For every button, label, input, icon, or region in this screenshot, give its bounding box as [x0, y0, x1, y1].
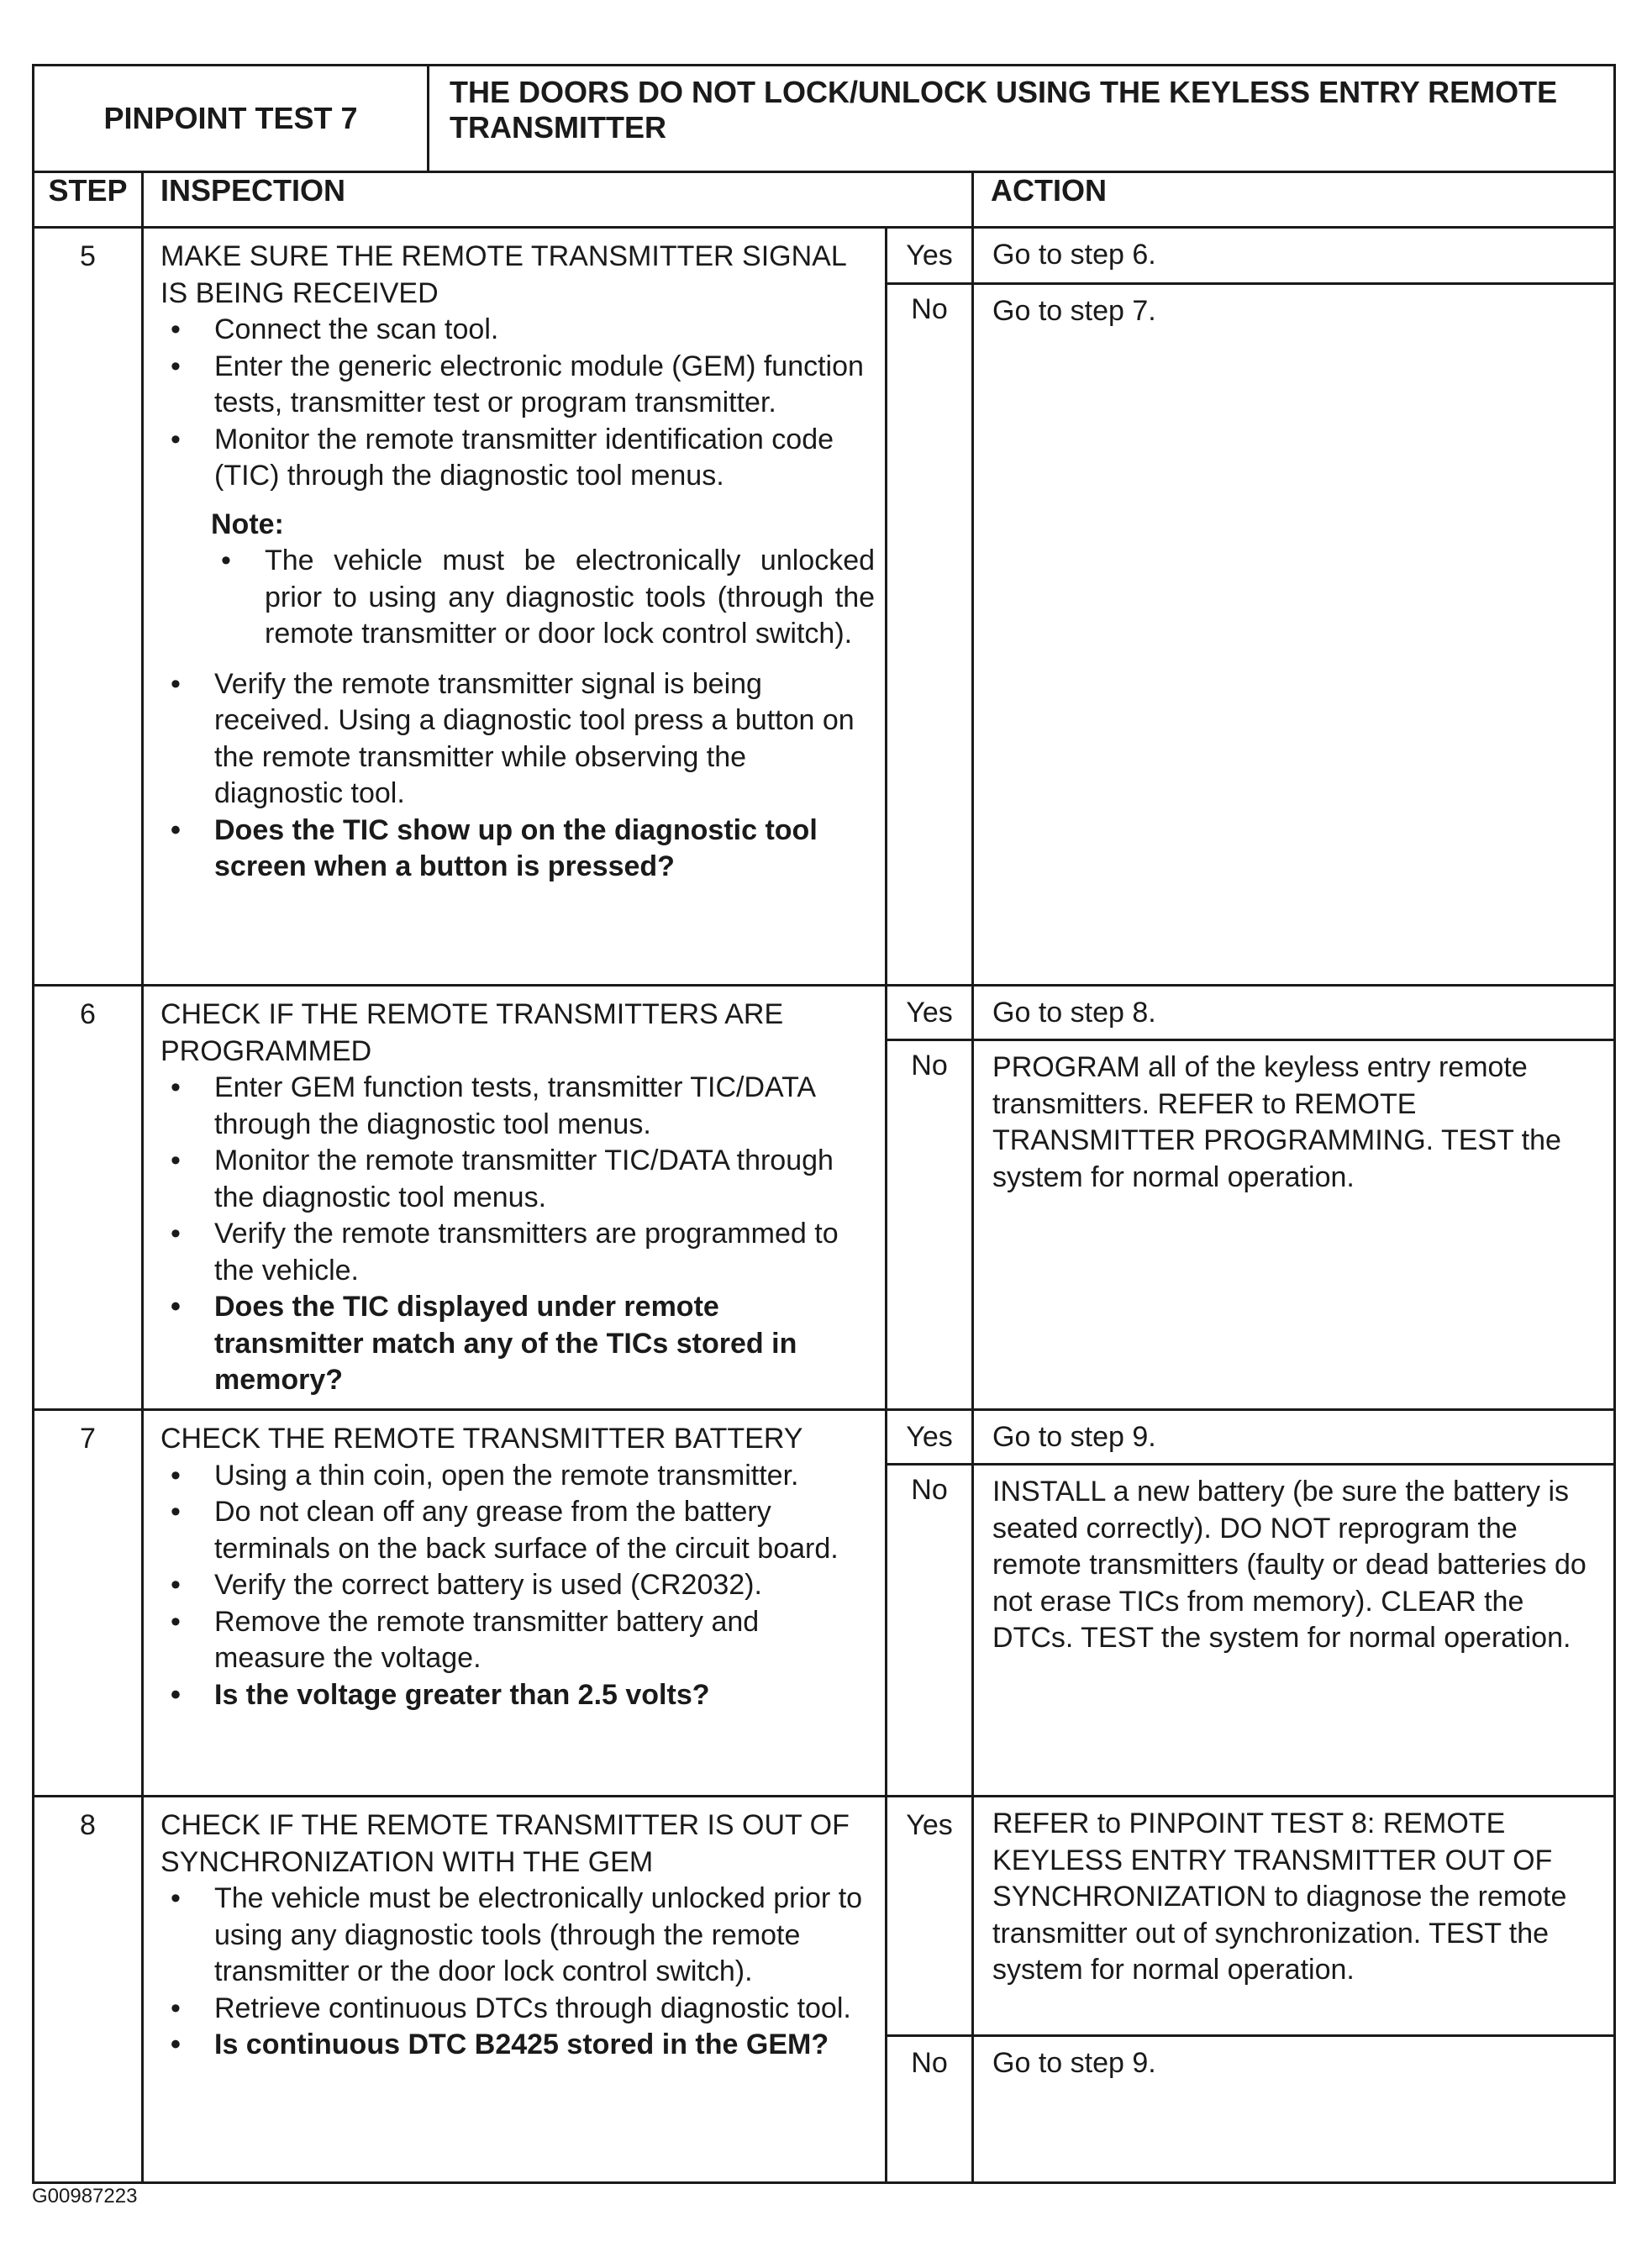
- no-label: No: [887, 1465, 973, 1797]
- yes-label: Yes: [887, 228, 973, 284]
- yes-label: Yes: [887, 1797, 973, 2036]
- bullet-item: • Verify the correct battery is used (CR2032).: [160, 1567, 875, 1604]
- bullet-item: • Enter GEM function tests, transmitter TIC/DATA through the diagnostic tool menus.: [160, 1070, 875, 1143]
- no-action: INSTALL a new battery (be sure the battery is seated correctly). DO NOT reprogram the remote transmitters (faulty or dead batteries do not erase TICs from memory). CLEAR the DTCs. TEST the system for normal operation.: [973, 1465, 1615, 1797]
- note-list: [211, 543, 875, 653]
- no-action: Go to step 9.: [973, 2036, 1615, 2183]
- bullet-list: [160, 1881, 875, 2064]
- step-inspection: [143, 228, 887, 986]
- no-action: Go to step 7.: [973, 284, 1615, 986]
- bullet-item: • The vehicle must be electronically unlocked prior to using any diagnostic tools (through the remote transmitter or the door lock control switch).: [160, 1881, 875, 1991]
- column-step: STEP: [34, 172, 143, 228]
- test-title: THE DOORS DO NOT LOCK/UNLOCK USING THE KEYLESS ENTRY REMOTE TRANSMITTER: [429, 66, 1615, 172]
- step-row: [34, 986, 1615, 1040]
- test-label: PINPOINT TEST 7: [34, 66, 429, 172]
- bullet-item: • Do not clean off any grease from the battery terminals on the back surface of the circuit board.: [160, 1494, 875, 1567]
- bullet-item: • Monitor the remote transmitter TIC/DATA through the diagnostic tool menus.: [160, 1143, 875, 1216]
- column-inspection: INSPECTION: [143, 172, 973, 228]
- bullet-item: • Verify the remote transmitter signal is being received. Using a diagnostic tool press a button on the remote transmitter while observing the diagnostic tool.: [160, 666, 875, 813]
- note-block: [211, 507, 875, 653]
- step-row: [34, 1410, 1615, 1465]
- bullet-list: [160, 312, 875, 495]
- header-row: [34, 66, 1615, 172]
- bullet-item: • Retrieve continuous DTCs through diagnostic tool.: [160, 1991, 875, 2028]
- yes-action: Go to step 9.: [973, 1410, 1615, 1465]
- yes-action: REFER to PINPOINT TEST 8: REMOTE KEYLESS ENTRY TRANSMITTER OUT OF SYNCHRONIZATION to diagnose the remote transmitter out of synchronization. TEST the system for normal operation.: [973, 1797, 1615, 2036]
- question-item: • Does the TIC show up on the diagnostic tool screen when a button is pressed?: [160, 813, 875, 886]
- step-inspection: [143, 1410, 887, 1797]
- step-number: 5: [34, 228, 143, 986]
- column-action: ACTION: [973, 172, 1615, 228]
- question-item: • Does the TIC displayed under remote transmitter match any of the TICs stored in memory?: [160, 1289, 875, 1399]
- column-header-row: [34, 172, 1615, 228]
- pinpoint-test-table: [32, 64, 1616, 2184]
- step-title: CHECK THE REMOTE TRANSMITTER BATTERY: [160, 1423, 803, 1455]
- bullet-item: • Verify the remote transmitters are programmed to the vehicle.: [160, 1216, 875, 1289]
- yes-action: Go to step 6.: [973, 228, 1615, 284]
- question-item: • Is continuous DTC B2425 stored in the GEM?: [160, 2027, 875, 2064]
- step-number: 7: [34, 1410, 143, 1797]
- step-number: 8: [34, 1797, 143, 2183]
- no-label: No: [887, 2036, 973, 2183]
- bullet-list: [160, 666, 875, 886]
- step-row: [34, 1797, 1615, 2036]
- step-row: [34, 228, 1615, 284]
- step-inspection: [143, 986, 887, 1410]
- no-action: PROGRAM all of the keyless entry remote transmitters. REFER to REMOTE TRANSMITTER PROGRAMMING. TEST the system for normal operation.: [973, 1040, 1615, 1410]
- step-title: MAKE SURE THE REMOTE TRANSMITTER SIGNAL IS BEING RECEIVED: [160, 240, 846, 309]
- bullet-item: • Remove the remote transmitter battery and measure the voltage.: [160, 1604, 875, 1677]
- question-item: • Is the voltage greater than 2.5 volts?: [160, 1677, 875, 1714]
- yes-label: Yes: [887, 986, 973, 1040]
- no-label: No: [887, 284, 973, 986]
- figure-code: G00987223: [32, 2185, 138, 2207]
- bullet-item: • Using a thin coin, open the remote transmitter.: [160, 1458, 875, 1495]
- bullet-list: [160, 1458, 875, 1714]
- step-title: CHECK IF THE REMOTE TRANSMITTERS ARE PROGRAMMED: [160, 998, 784, 1067]
- note-title: Note:: [211, 508, 284, 540]
- bullet-item: • Connect the scan tool.: [160, 312, 875, 349]
- bullet-item: • Monitor the remote transmitter identification code (TIC) through the diagnostic tool menus.: [160, 422, 875, 495]
- step-title: CHECK IF THE REMOTE TRANSMITTER IS OUT OF SYNCHRONIZATION WITH THE GEM: [160, 1809, 850, 1878]
- no-label: No: [887, 1040, 973, 1410]
- yes-action: Go to step 8.: [973, 986, 1615, 1040]
- yes-label: Yes: [887, 1410, 973, 1465]
- bullet-item: • Enter the generic electronic module (GEM) function tests, transmitter test or program transmitter.: [160, 349, 875, 422]
- note-item: • The vehicle must be electronically unlocked prior to using any diagnostic tools (through the remote transmitter or door lock control switch).: [211, 543, 875, 653]
- bullet-list: [160, 1070, 875, 1399]
- step-number: 6: [34, 986, 143, 1410]
- pinpoint-test-page: [32, 64, 1613, 2169]
- step-inspection: [143, 1797, 887, 2183]
